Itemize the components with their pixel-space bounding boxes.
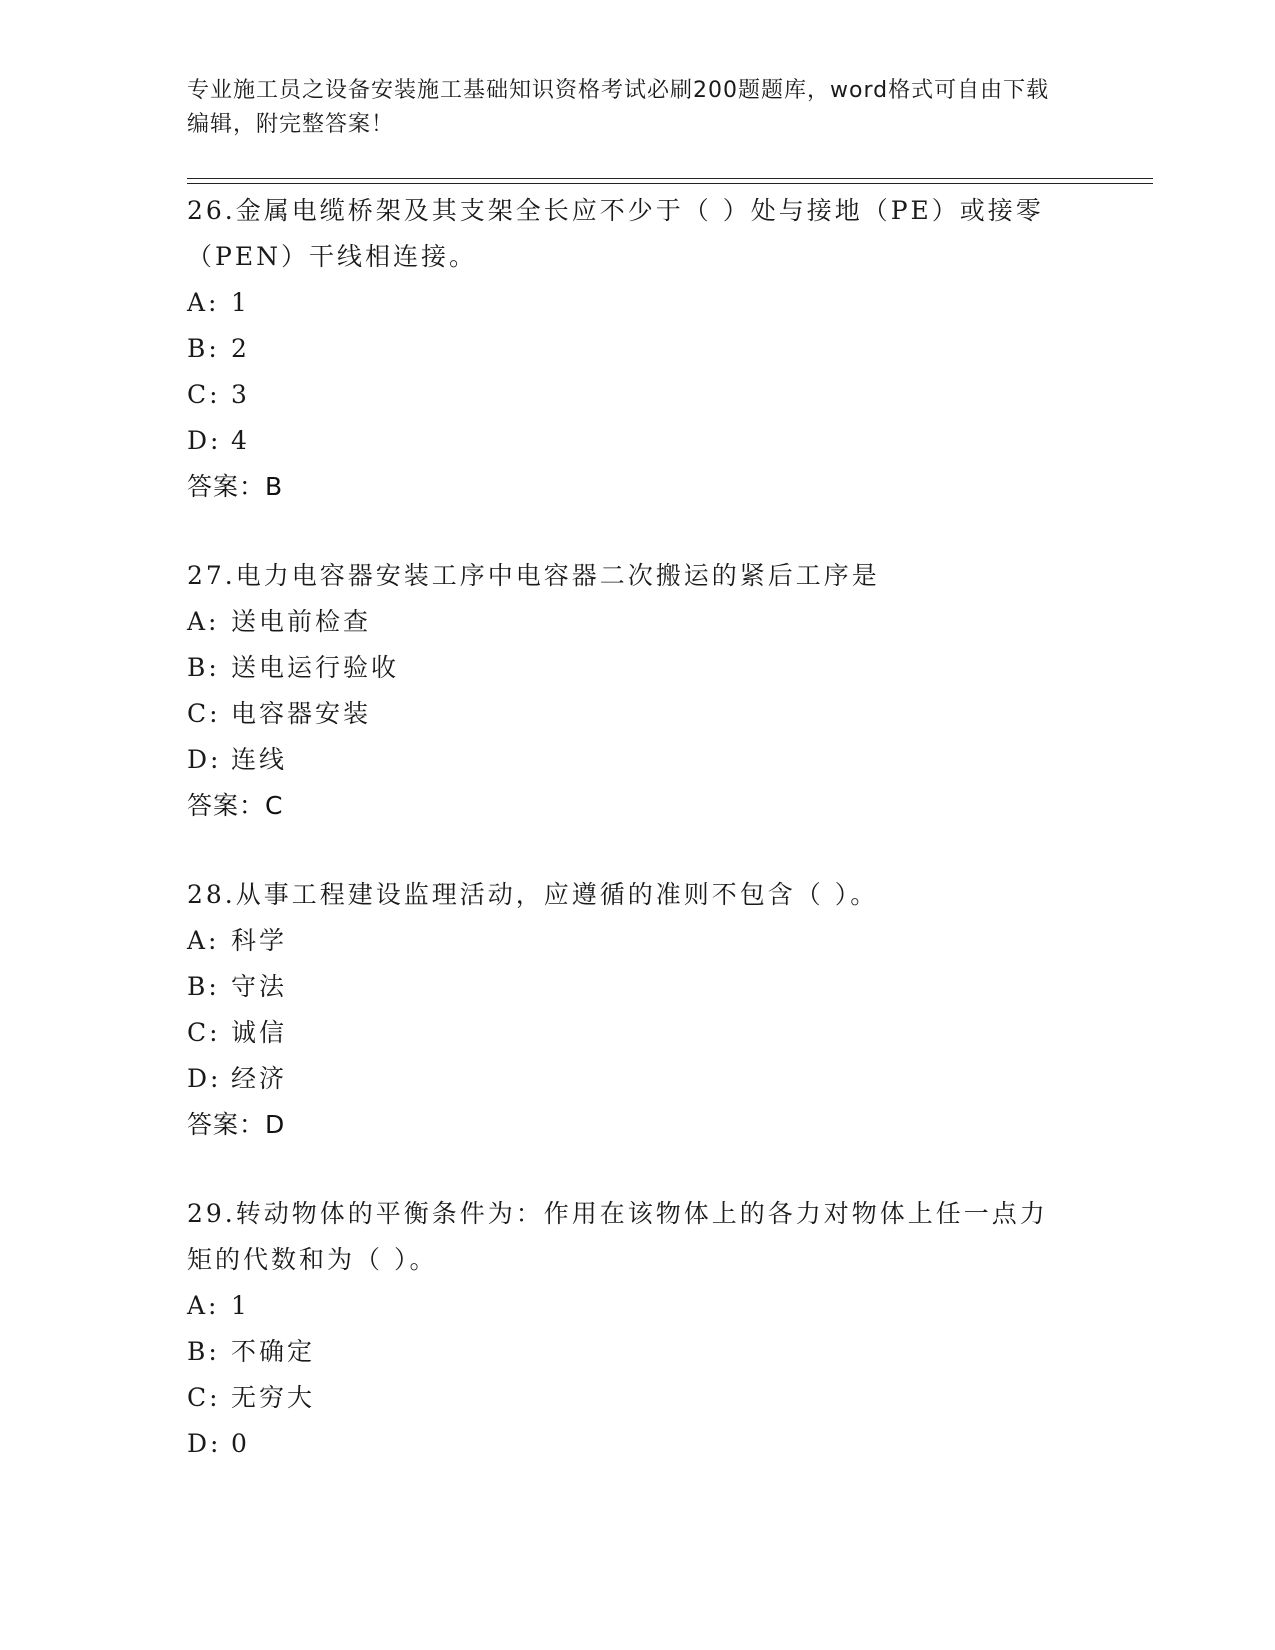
option-d bbox=[187, 1056, 1067, 1102]
option-text: 1 bbox=[231, 1291, 250, 1320]
option-d bbox=[187, 418, 1067, 464]
option-c bbox=[187, 691, 1067, 737]
option-a bbox=[187, 599, 1067, 645]
option-text: 4 bbox=[231, 426, 250, 455]
option-label: D: bbox=[187, 745, 222, 774]
header-divider-top bbox=[187, 178, 1153, 179]
option-text: 诚信 bbox=[231, 1018, 288, 1047]
option-text: 3 bbox=[231, 380, 250, 409]
option-text: 连线 bbox=[231, 745, 288, 774]
option-label: C: bbox=[187, 1018, 221, 1047]
option-label: A: bbox=[187, 607, 220, 636]
option-c bbox=[187, 1375, 1067, 1421]
question-title: 26.金属电缆桥架及其支架全长应不少于（ ）处与接地（PE）或接零（PEN）干线相连接。 bbox=[187, 196, 1044, 271]
option-b bbox=[187, 1329, 1067, 1375]
option-text: 1 bbox=[231, 288, 250, 317]
option-label: C: bbox=[187, 1383, 221, 1412]
option-text: 0 bbox=[231, 1429, 250, 1458]
answer: 答案：C bbox=[187, 791, 284, 820]
question-title: 29.转动物体的平衡条件为：作用在该物体上的各力对物体上任一点力矩的代数和为（ ）。 bbox=[187, 1199, 1048, 1274]
option-text: 无穷大 bbox=[231, 1383, 316, 1412]
option-label: B: bbox=[187, 972, 220, 1001]
option-b bbox=[187, 964, 1067, 1010]
option-label: B: bbox=[187, 1337, 220, 1366]
answer: 答案：D bbox=[187, 1110, 286, 1139]
document-intro: 专业施工员之设备安装施工基础知识资格考试必刷200题题库，word格式可自由下载编辑，附完整答案！ bbox=[187, 78, 1050, 137]
option-text: 经济 bbox=[231, 1064, 288, 1093]
option-text: 不确定 bbox=[231, 1337, 316, 1366]
question-title: 28.从事工程建设监理活动，应遵循的准则不包含（ ）。 bbox=[187, 880, 879, 909]
option-label: D: bbox=[187, 1429, 222, 1458]
option-text: 电容器安装 bbox=[231, 699, 372, 728]
option-b bbox=[187, 326, 1067, 372]
option-text: 科学 bbox=[231, 926, 288, 955]
option-c bbox=[187, 1010, 1067, 1056]
option-text: 2 bbox=[231, 334, 250, 363]
option-label: B: bbox=[187, 653, 220, 682]
option-label: D: bbox=[187, 426, 222, 455]
question-29 bbox=[187, 1191, 1067, 1467]
option-d bbox=[187, 737, 1067, 783]
option-a bbox=[187, 280, 1067, 326]
option-text: 送电前检查 bbox=[231, 607, 372, 636]
question-27 bbox=[187, 553, 1067, 829]
option-label: A: bbox=[187, 926, 220, 955]
answer: 答案：B bbox=[187, 472, 284, 501]
option-a bbox=[187, 1283, 1067, 1329]
question-26 bbox=[187, 188, 1067, 510]
option-label: A: bbox=[187, 288, 220, 317]
option-text: 守法 bbox=[231, 972, 288, 1001]
option-label: C: bbox=[187, 699, 221, 728]
header-divider-bottom bbox=[187, 183, 1153, 184]
option-a bbox=[187, 918, 1067, 964]
question-28 bbox=[187, 872, 1067, 1148]
option-label: D: bbox=[187, 1064, 222, 1093]
option-label: B: bbox=[187, 334, 220, 363]
option-label: A: bbox=[187, 1291, 220, 1320]
question-title: 27.电力电容器安装工序中电容器二次搬运的紧后工序是 bbox=[187, 561, 880, 590]
option-b bbox=[187, 645, 1067, 691]
option-label: C: bbox=[187, 380, 221, 409]
option-c bbox=[187, 372, 1067, 418]
option-d bbox=[187, 1421, 1067, 1467]
option-text: 送电运行验收 bbox=[231, 653, 400, 682]
